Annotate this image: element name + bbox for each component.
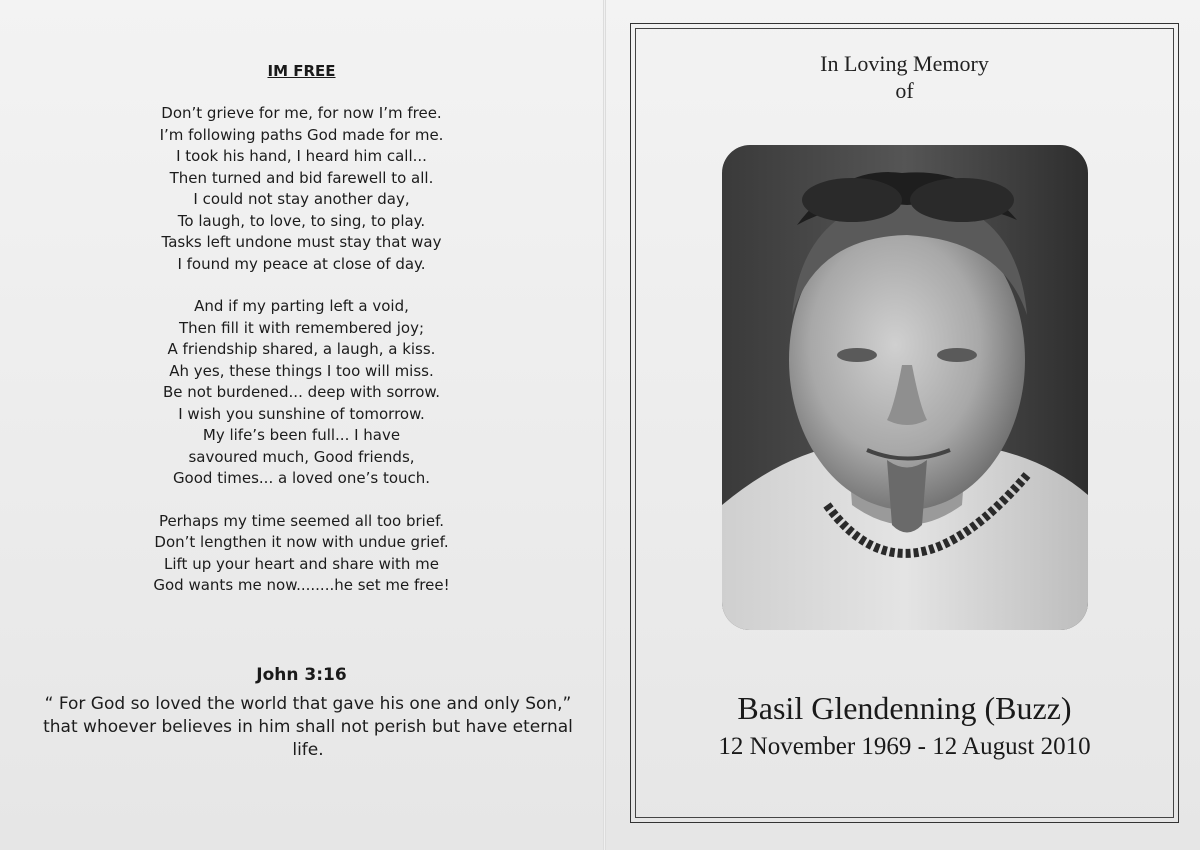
poem-body — [0, 103, 603, 618]
deceased-name: Basil Glendenning (Buzz) — [737, 690, 1072, 726]
poem-line: I found my peace at close of day. — [177, 254, 426, 273]
poem-line: Don’t lengthen it now with undue grief. — [154, 533, 449, 551]
poem-stanza-2 — [0, 296, 603, 490]
poem-line: Be not burdened... deep with sorrow. — [162, 383, 441, 401]
poem-line: God wants me now........he set me free! — [153, 576, 450, 594]
poem-line: Then turned and bid farewell to all. — [169, 168, 434, 187]
poem-line: A friendship shared, a laugh, a kiss. — [167, 340, 436, 358]
poem-line: I took his hand, I heard him call... — [176, 147, 427, 165]
memory-heading-line2: of — [895, 78, 914, 103]
poem-stanza-3 — [0, 511, 603, 597]
poem-stanza-1 — [0, 103, 603, 275]
poem-line: Don’t grieve for me, for now I’m free. — [161, 104, 442, 122]
poem-line: Lift up your heart and share with me — [164, 554, 439, 573]
poem-line: Then fill it with remembered joy; — [178, 318, 425, 337]
poem-line: To laugh, to love, to sing, to play. — [177, 211, 426, 230]
poem-title: IM FREE — [267, 62, 336, 80]
poem-line: Ah yes, these things I too will miss. — [169, 361, 434, 380]
portrait-photo — [722, 145, 1088, 630]
poem-line: Perhaps my time seemed all too brief. — [158, 511, 445, 530]
poem-line: Good times... a loved one’s touch. — [172, 469, 431, 487]
poem-line: I wish you sunshine of tomorrow. — [178, 404, 425, 423]
poem-line: And if my parting left a void, — [194, 297, 409, 315]
poem-line: savoured much, Good friends, — [188, 447, 415, 466]
poem-line: I’m following paths God made for me. — [159, 125, 444, 144]
verse-text: “ For God so loved the world that gave his one and only Son,” that whoever believes in him shall not perish but have eternal life. — [43, 694, 573, 760]
poem-line: My life’s been full... I have — [202, 426, 401, 444]
memory-heading — [630, 50, 1179, 104]
poem-line: Tasks left undone must stay that way — [161, 233, 442, 251]
memory-heading-line1: In Loving Memory — [820, 51, 989, 76]
poem-line: I could not stay another day, — [193, 190, 410, 208]
verse-reference: John 3:16 — [256, 665, 347, 685]
life-dates: 12 November 1969 - 12 August 2010 — [718, 733, 1091, 760]
